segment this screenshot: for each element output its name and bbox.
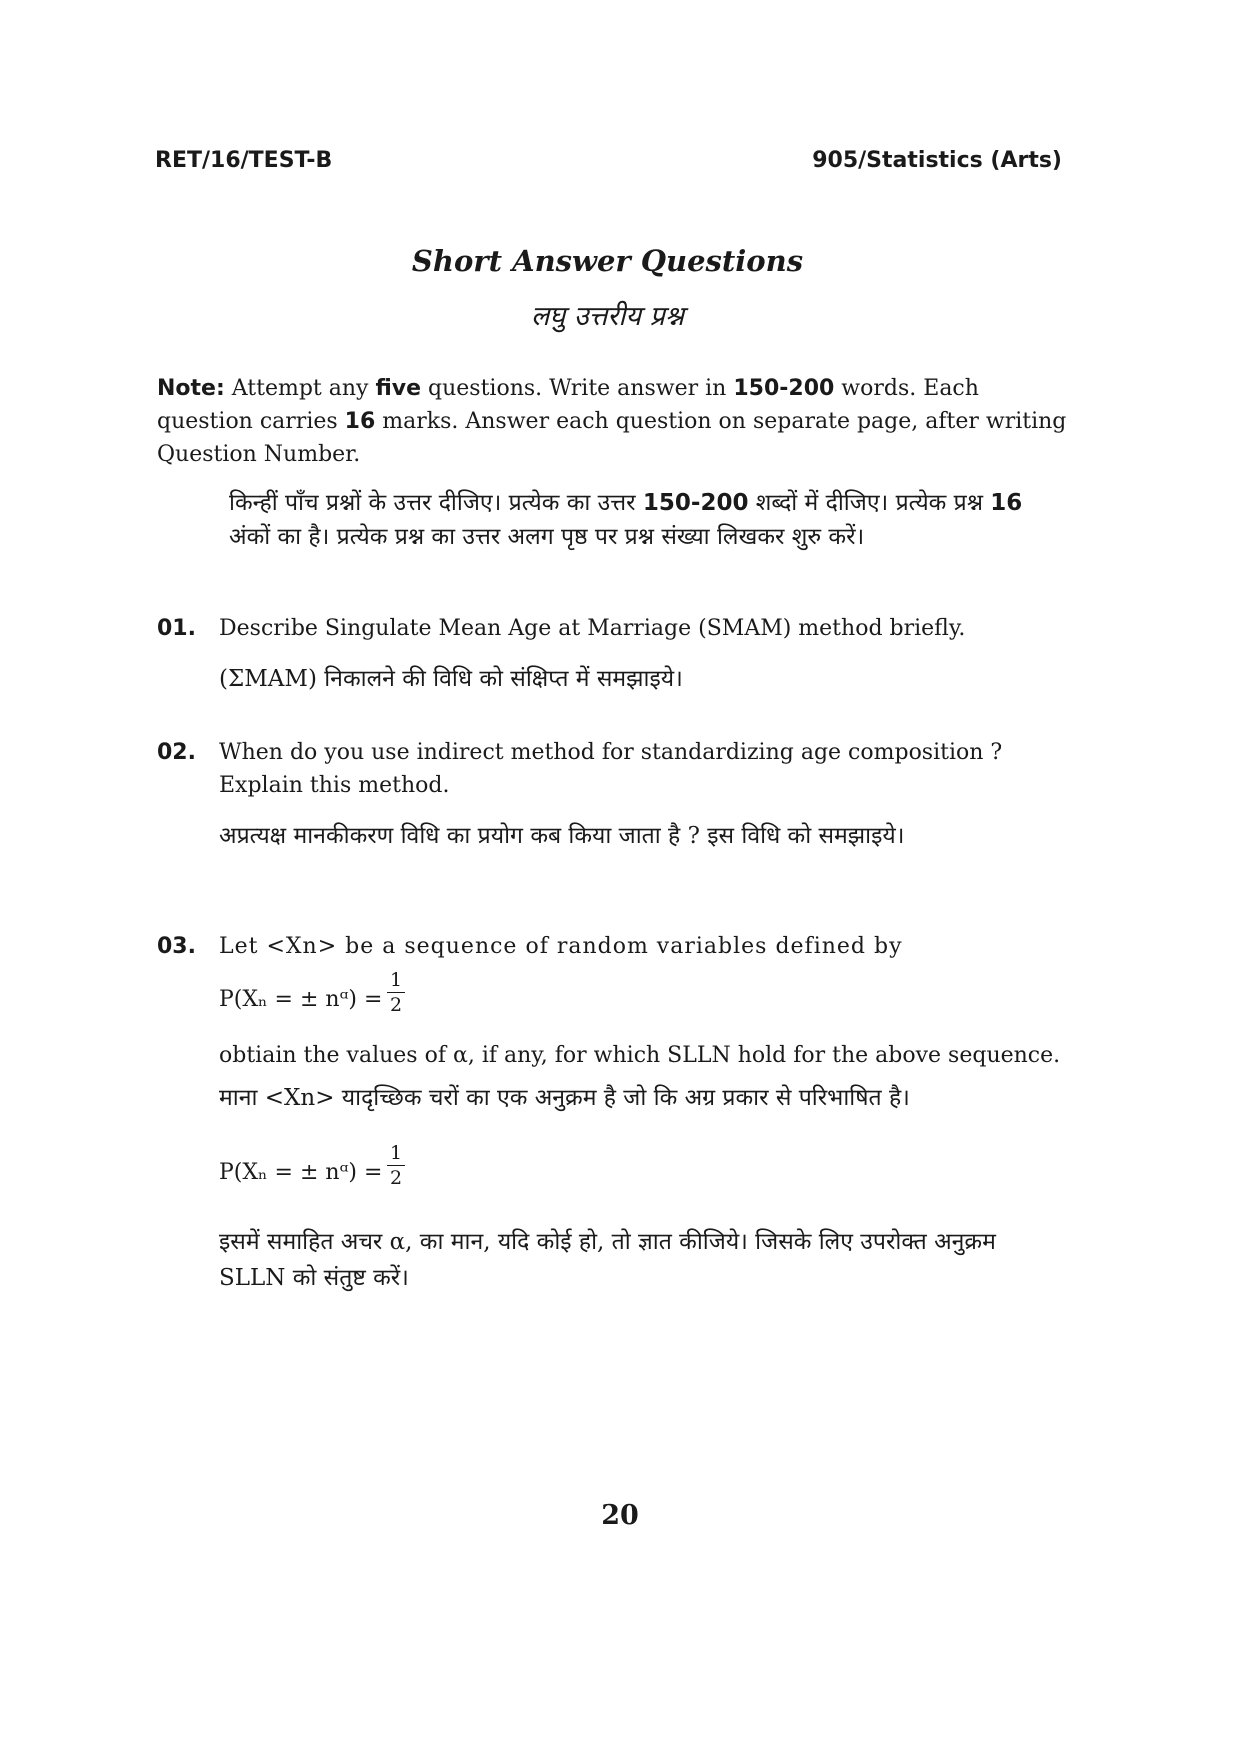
note-hindi-words: 150-200 (642, 490, 749, 516)
note-marks: 16 (344, 409, 376, 434)
fraction-numerator: 1 (389, 969, 403, 991)
exam-code: RET/16/TEST-B (155, 148, 333, 173)
note-text-4: marks. Answer each question on separate page, after writing Question Number. (157, 409, 1067, 467)
note-five: five (375, 376, 422, 401)
question-number: 03. (157, 934, 196, 959)
note-text-3: words. Each question carries (157, 376, 979, 434)
question-text: Let <Xn> be a sequence of random variables defined by (219, 934, 903, 959)
question-text: Describe Singulate Mean Age at Marriage (SMAM) method briefly. (219, 616, 966, 641)
question-text-hindi: माना <Xn> यादृच्छिक चरों का एक अनुक्रम है जो कि अग्र प्रकार से परिभाषित है। (219, 1085, 910, 1111)
note-label: Note: (157, 376, 225, 401)
note-text-2: questions. Write answer in (421, 376, 734, 401)
instructions-note (157, 372, 1069, 471)
question-number: 01. (157, 616, 196, 641)
formula-fraction (387, 969, 405, 1016)
section-title-hindi: लघु उत्तरीय प्रश्न (530, 301, 685, 332)
formula-lhs: P(Xₙ = ± nᵅ) = (219, 987, 383, 1012)
fraction-denominator: 2 (389, 994, 403, 1016)
fraction-numerator: 1 (389, 1142, 403, 1164)
note-word-count: 150-200 (733, 376, 835, 401)
note-hindi-3: अंकों का है। प्रत्येक प्रश्न का उत्तर अलग पृष्ठ पर प्रश्न संख्या लिखकर शुरु करें। (229, 524, 865, 550)
question-3 (157, 930, 1069, 1296)
question-text-hindi: अप्रत्यक्ष मानकीकरण विधि का प्रयोग कब किया जाता है ? इस विधि को समझाइये। (219, 823, 905, 849)
question-number: 02. (157, 740, 196, 765)
subject-code: 905/Statistics (Arts) (812, 148, 1062, 173)
question-text: When do you use indirect method for standardizing age composition ? Explain this method. (219, 740, 1003, 798)
note-hindi-marks: 16 (990, 490, 1023, 516)
fraction-denominator: 2 (389, 1167, 403, 1189)
question-text-hindi: (ΣMAM) निकालने की विधि को संक्षिप्त में समझाइये। (219, 666, 683, 692)
section-title: Short Answer Questions (411, 244, 804, 278)
formula-fraction (387, 1142, 405, 1189)
fraction-bar (387, 992, 405, 993)
fraction-bar (387, 1165, 405, 1166)
instructions-note-hindi (229, 486, 1069, 554)
page-number: 20 (601, 1500, 639, 1531)
probability-formula (219, 969, 1069, 1031)
note-hindi-1: किन्हीं पाँच प्रश्नों के उत्तर दीजिए। प्रत्येक का उत्तर (229, 490, 643, 516)
question-2 (157, 736, 1069, 854)
question-text-hindi-continued: इसमें समाहित अचर α, का मान, यदि कोई हो, तो ज्ञात कीजिये। जिसके लिए उपरोक्त अनुक्रम SLLN को संतुष्ट करें। (219, 1229, 996, 1291)
question-text-continued: obtiain the values of α, if any, for which SLLN hold for the above sequence. (219, 1043, 1061, 1068)
note-hindi-2: शब्दों में दीजिए। प्रत्येक प्रश्न (748, 490, 991, 516)
formula-lhs: P(Xₙ = ± nᵅ) = (219, 1160, 383, 1185)
question-1 (157, 612, 1069, 697)
probability-formula-repeat (219, 1142, 1069, 1204)
note-text-1: Attempt any (231, 376, 376, 401)
